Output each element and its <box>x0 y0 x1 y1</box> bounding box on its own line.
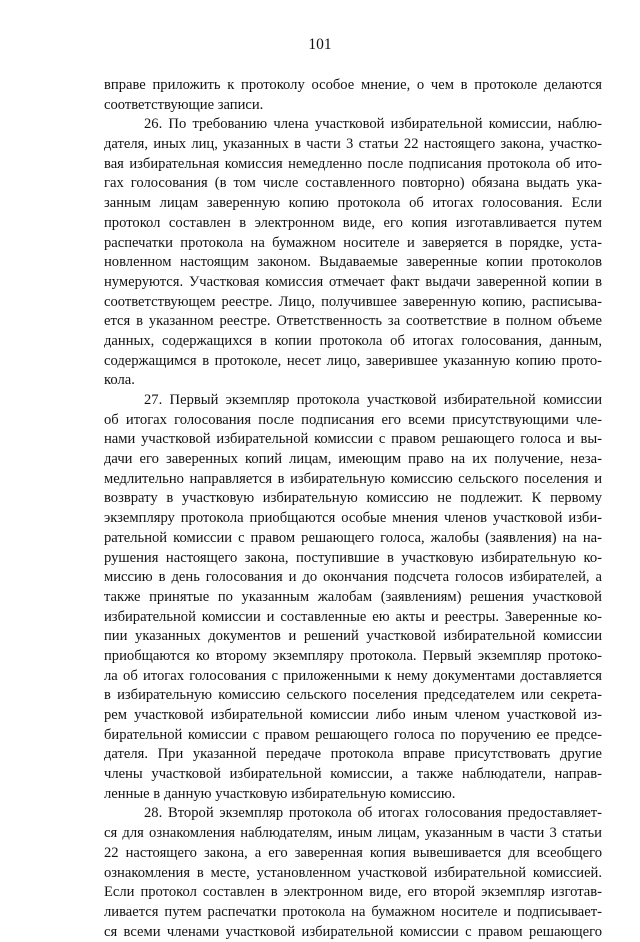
text-line: миссию в день голосования и до окончания подсчета голосов избирателей, а <box>104 569 602 586</box>
text-line: рательной комиссии с правом решающего голоса, жалобы (заявления) на на- <box>104 529 602 546</box>
text-line: ся всеми членами участковой избирательной комиссии с правом решающего <box>104 923 602 940</box>
text-line: избирательной комиссии и составленные ею акты и реестры. Заверенные ко- <box>104 608 602 625</box>
text-line: гах голосования (в том числе составленного повторно) обязана выдать ука- <box>104 175 602 192</box>
text-line: вая избирательная комиссия немедленно после подписания протокола об ито- <box>104 155 602 172</box>
body-text <box>104 76 602 942</box>
text-line: дателя, иных лиц, указанных в части 3 статьи 22 настоящего закона, участко- <box>104 136 602 153</box>
text-line: 26. По требованию члена участковой избирательной комиссии, наблю- <box>144 116 602 133</box>
text-line: приобщаются ко второму экземпляру протокола. Первый экземпляр протоко- <box>104 647 602 664</box>
text-line: соответствующем реестре. Лицо, получившее заверенную копию, расписыва- <box>104 293 602 310</box>
text-line: ознакомления в месте, установленном участковой избирательной комиссией. <box>104 864 602 881</box>
text-line: медлительно направляется в избирательную комиссию сельского поселения и <box>104 470 602 487</box>
text-line: об итогах голосования после подписания его всеми присутствующими чле- <box>104 411 602 428</box>
text-line: ливается путем распечатки протокола на бумажном носителе и подписывает- <box>104 903 602 920</box>
text-line: данных, содержащихся в копии протокола об итогах голосования, данным, <box>104 332 602 349</box>
text-line: члены участковой избирательной комиссии, а также наблюдатели, направ- <box>104 766 602 783</box>
text-line: кола. <box>104 372 135 389</box>
text-line: дачи его заверенных копий лицам, имеющим право на их получение, неза- <box>104 451 602 468</box>
text-line: также принятые по указанным жалобам (заявлениям) решения участковой <box>104 588 602 605</box>
text-line: вправе приложить к протоколу особое мнение, о чем в протоколе делаются <box>104 77 602 93</box>
text-line: пии указанных документов и решений участковой избирательной комиссии <box>104 628 602 645</box>
text-line: 28. Второй экземпляр протокола об итогах голосования предоставляет- <box>144 805 602 822</box>
text-line: новленном настоящим законом. Выдаваемые заверенные копии протоколов <box>104 254 602 271</box>
text-line: 27. Первый экземпляр протокола участковой избирательной комиссии <box>144 392 602 408</box>
text-line: распечатки протокола на бумажном носителе и заверяется в порядке, уста- <box>104 234 602 251</box>
text-line: ленные в данную участковую избирательную комиссию. <box>104 785 456 802</box>
text-line: Если протокол составлен в электронном виде, его второй экземпляр изготав- <box>104 884 602 901</box>
text-line: содержащимся в протоколе, несет лицо, заверившее указанную копию прото- <box>104 352 602 369</box>
text-line: ся для ознакомления наблюдателям, иным лицам, указанным в части 3 статьи <box>104 825 602 842</box>
text-line: 22 настоящего закона, а его заверенная копия вывешивается для всеобщего <box>104 844 602 861</box>
text-line: в избирательную комиссию сельского поселения председателем или секрета- <box>104 687 602 704</box>
text-line: возврату в участковую избирательную комиссию не подлежит. К первому <box>104 490 602 507</box>
text-line: ла об итогах голосования с приложенными к нему документами доставляется <box>104 667 602 684</box>
text-line: нами участковой избирательной комиссии с правом решающего голоса и вы- <box>104 431 602 448</box>
text-line: ется в указанном реестре. Ответственность за соответствие в полном объеме <box>104 313 602 330</box>
text-line: рушения настоящего закона, поступившие в участковую избирательную ко- <box>104 549 602 566</box>
text-line: дателя. При указанной передаче протокола вправе присутствовать другие <box>104 746 602 763</box>
text-line: рем участковой избирательной комиссии либо иным членом участковой из- <box>104 707 602 723</box>
text-line: экземпляру протокола приобщаются особые мнения членов участковой изби- <box>104 510 602 527</box>
text-line: нумеруются. Участковая комиссия отмечает факт выдачи заверенной копии в <box>104 273 602 290</box>
text-line: бирательной комиссии с правом решающего голоса по поручению ее предсе- <box>104 726 602 743</box>
text-line: соответствующие записи. <box>104 96 264 113</box>
text-line: занным лицам заверенную копию протокола об итогах голосования. Если <box>104 195 602 212</box>
text-line: протокол составлен в электронном виде, его копия изготавливается путем <box>104 214 602 231</box>
page-number: 101 <box>308 36 332 53</box>
